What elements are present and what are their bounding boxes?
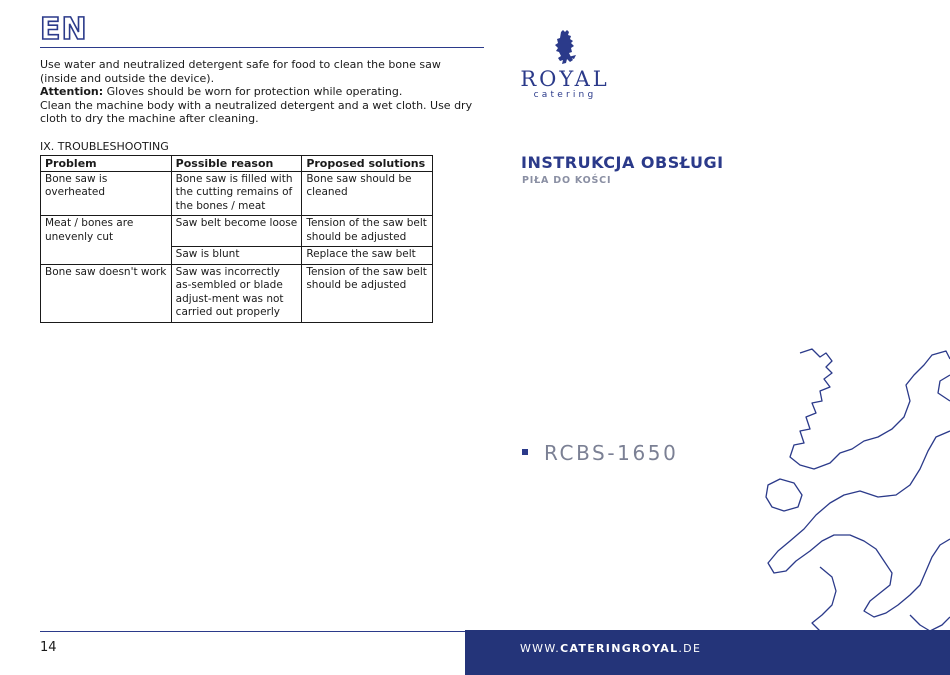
table-row [41,247,433,265]
cell-problem: Meat / bones are unevenly cut [41,216,172,247]
cell-solution: Bone saw should be cleaned [302,171,433,216]
section-title: IX. TROUBLESHOOTING [40,140,169,153]
drying-paragraph: Clean the machine body with a neutralized detergent and a wet cloth. Use dry cloth to dry the machine after cleaning. [40,98,473,126]
cell-problem: Bone saw is overheated [41,171,172,216]
cell-reason: Bone saw is filled with the cutting remains of the bones / meat [171,171,302,216]
cell-reason: Saw is blunt [171,247,302,265]
footer-rule [40,631,465,632]
attention-label: Attention: [40,85,104,99]
brand-tagline: catering [533,90,597,100]
cell-problem [41,247,172,265]
cleaning-paragraph: Use water and neutralized detergent safe for food to clean the bone saw (inside and outside the device). [40,58,441,85]
cell-reason: Saw belt become loose [171,216,302,247]
header-problem: Problem [41,156,172,172]
language-tag: EN [40,12,88,47]
header-solution: Proposed solutions [302,156,433,172]
manual-title: INSTRUKCJA OBSŁUGI [521,153,724,172]
page-number: 14 [40,640,57,655]
cleaning-instructions [40,58,480,126]
cell-problem: Bone saw doesn't work [41,264,172,322]
url-suffix: .DE [678,642,702,655]
cell-solution: Tension of the saw belt should be adjusted [302,216,433,247]
table-row [41,216,433,247]
attention-text: Gloves should be worn for protection while operating. [103,85,403,99]
cell-solution: Tension of the saw belt should be adjusted [302,264,433,322]
url-prefix: WWW. [520,642,561,655]
table-header-row [41,156,433,172]
bullet-square [522,449,528,455]
lion-crest-icon [552,30,578,66]
model-number: RCBS-1650 [544,441,679,465]
troubleshooting-table [40,155,433,323]
brand-logo [520,30,610,102]
lion-watermark-icon [760,345,950,635]
attention-paragraph [40,85,480,99]
cell-solution: Replace the saw belt [302,247,433,265]
brand-name: ROYAL [520,67,610,91]
url-brand: CATERINGROYAL [560,642,679,655]
cell-reason: Saw was incorrectly as-sembled or blade adjust-ment was not carried out properly [171,264,302,322]
header-reason: Possible reason [171,156,302,172]
table-row [41,264,433,322]
website-link[interactable] [520,642,701,656]
manual-subtitle: PIŁA DO KOŚCI [522,175,612,186]
header-rule [40,47,484,48]
table-row [41,171,433,216]
